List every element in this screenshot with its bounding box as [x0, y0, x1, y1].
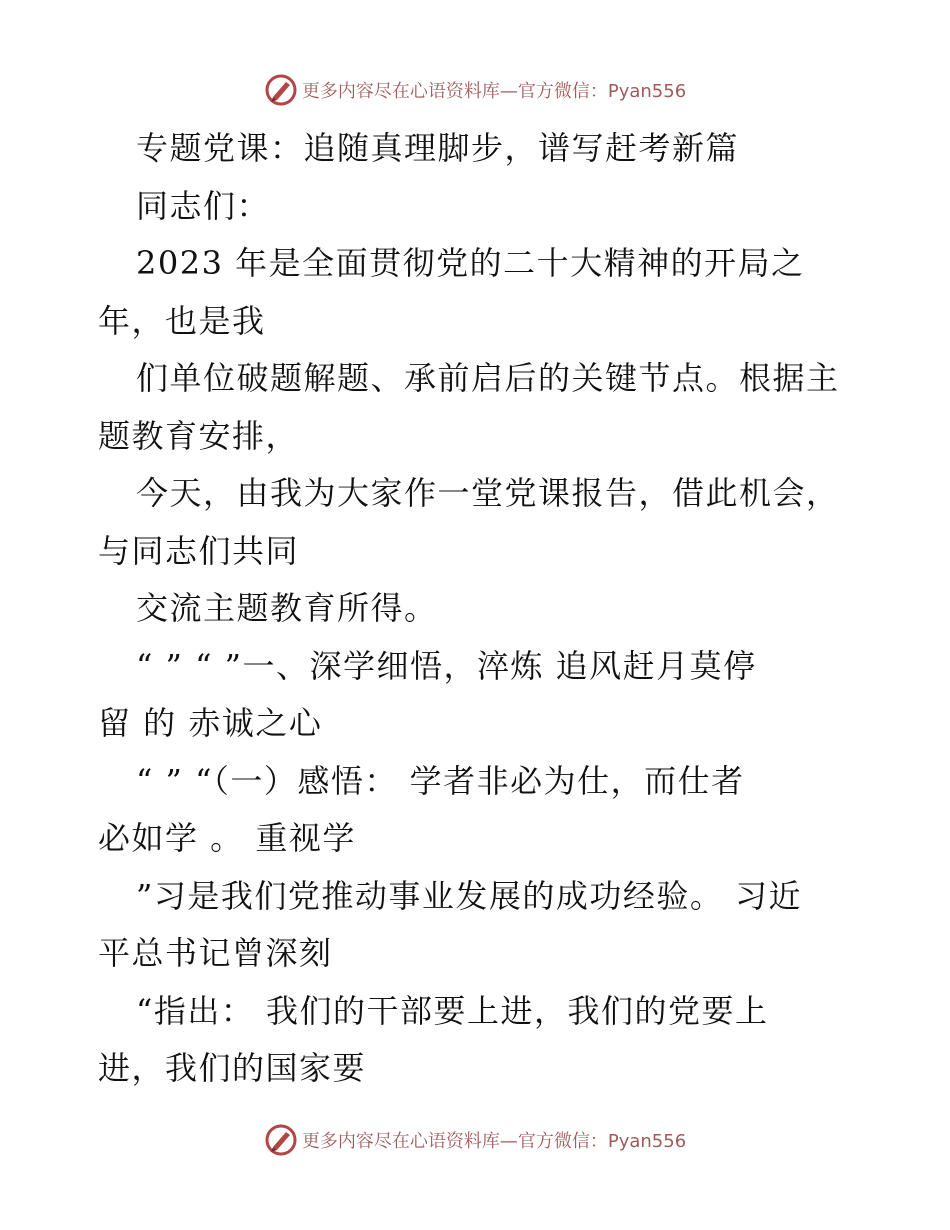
- pen-logo-icon: [264, 73, 298, 107]
- watermark-group: [264, 1123, 686, 1157]
- text-line: 与同志们共同: [98, 531, 300, 570]
- watermark-text: 更多内容尽在心语资料库—官方微信：Pyan556: [301, 1131, 687, 1152]
- pen-logo-icon: [264, 1123, 298, 1157]
- doc-title: 专题党课：追随真理脚步，谱写赶考新篇: [136, 129, 740, 167]
- text-line: 题教育安排，: [98, 416, 300, 455]
- text-line: 们单位破题解题、承前启后的关键节点。根据主: [136, 359, 840, 397]
- text-line: ”习是我们党推动事业发展的成功经验。 习近: [136, 876, 803, 915]
- text-line: 年，也是我: [98, 301, 266, 340]
- text-line: 必如学 。 重视学: [98, 819, 356, 857]
- text-line: 进，我们的国家要: [98, 1049, 367, 1087]
- section-heading-cont: 留 的 赤诚之心: [98, 704, 323, 742]
- text-line: 交流主题教育所得。: [136, 589, 438, 627]
- document-body: [98, 120, 858, 1098]
- section-heading: “ ” “ ”一、深学细悟，淬炼 追风赶月莫停: [136, 646, 757, 685]
- watermark-banner-top: [0, 70, 950, 110]
- text-line: 平总书记曾深刻: [98, 934, 333, 972]
- text-line: “指出： 我们的干部要上进，我们的党要上: [136, 991, 769, 1030]
- text-line: 2023 年是全面贯彻党的二十大精神的开局之: [136, 244, 805, 282]
- watermark-banner-bottom: [0, 1120, 950, 1160]
- subsection-heading: “ ” “（一）感悟： 学者非必为仕，而仕者: [136, 761, 745, 800]
- watermark-group: [264, 73, 686, 107]
- salutation: 同志们：: [136, 186, 271, 225]
- watermark-text: 更多内容尽在心语资料库—官方微信：Pyan556: [301, 81, 687, 102]
- text-line: 今天，由我为大家作一堂党课报告，借此机会，: [136, 474, 840, 512]
